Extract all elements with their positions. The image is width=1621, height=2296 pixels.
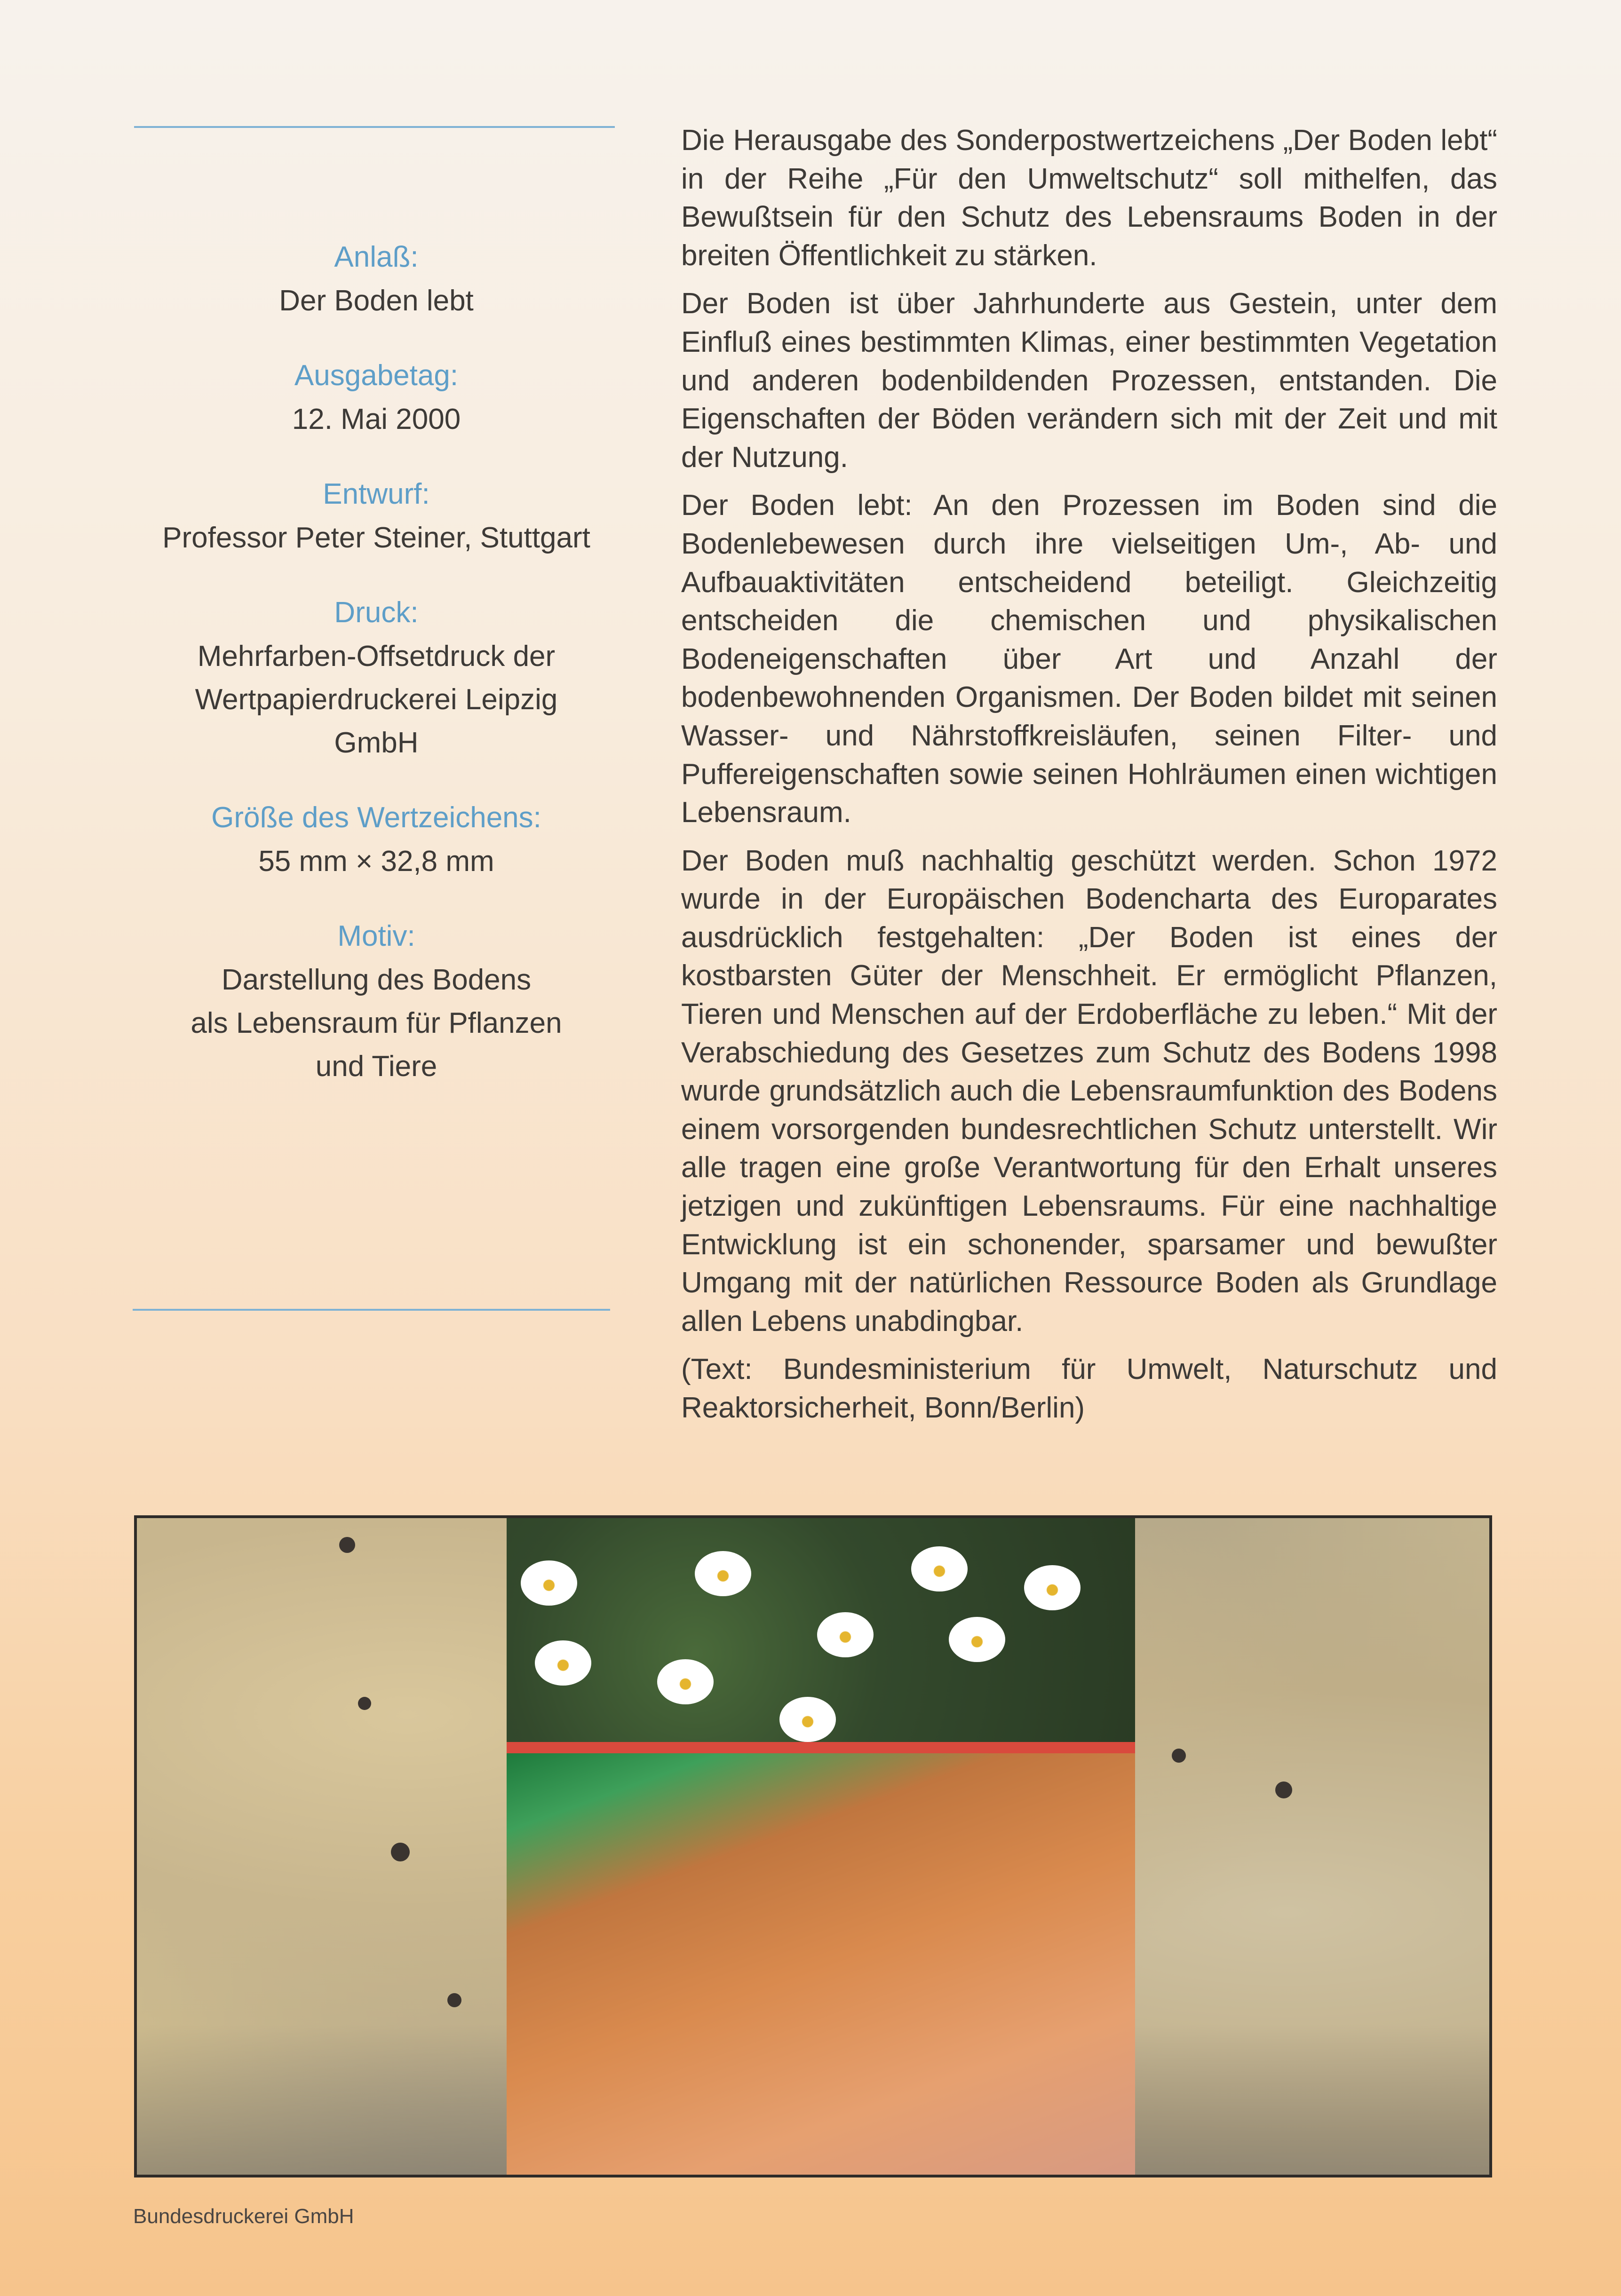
flower xyxy=(657,1659,714,1704)
detail-value: und Tiere xyxy=(315,1050,437,1083)
paragraph: Der Boden muß nachhaltig geschützt werden. Schon 1972 wurde in der Europäischen Bodencharta des Europarates ausdrücklich festgehalten: „Der Boden ist eines der kostbarsten Güter der Menschheit. Er ermöglicht Pflanzen, Tieren und Menschen auf der Erdoberfläche zu leben.“ Mit der Verabschiedung des Gesetzes zum Schutz des Bodens 1998 wurde grundsätzlich auch die Lebensraumfunktion des Bodens einem vorsorgenden bundesrechtlichen Schutz unterstellt. Wir alle tragen eine große Verantwortung für den Erhalt unseres jetzigen und zukünftigen Lebensraums. Für eine nachhaltige Entwicklung ist ein schonender, sparsamer und bewußter Umgang mit der natürlichen Ressource Boden als Grundlage allen Lebens unabdingbar. xyxy=(681,844,1497,1338)
detail-value: Professor Peter Steiner, Stuttgart xyxy=(162,522,590,554)
detail-value: als Lebensraum für Pflanzen xyxy=(191,1007,562,1039)
stamp-artwork xyxy=(134,1515,1492,2177)
detail-groesse xyxy=(113,796,640,883)
top-divider xyxy=(134,126,615,128)
flower xyxy=(535,1640,591,1686)
detail-value: Mehrfarben-Offsetdruck der xyxy=(197,640,556,673)
article-body xyxy=(681,121,1497,1437)
flower xyxy=(779,1697,836,1742)
detail-entwurf xyxy=(113,472,640,560)
stamp-image xyxy=(507,1518,1135,2175)
detail-value: 55 mm × 32,8 mm xyxy=(258,845,494,878)
sidebar-details xyxy=(113,235,640,1119)
detail-value: GmbH xyxy=(334,727,419,759)
detail-label: Anlaß: xyxy=(334,241,419,273)
flower xyxy=(949,1617,1005,1662)
detail-value: Darstellung des Bodens xyxy=(221,964,532,996)
detail-value: Der Boden lebt xyxy=(279,285,474,317)
ink-blot xyxy=(339,1537,355,1553)
detail-label: Druck: xyxy=(334,596,419,629)
detail-label: Größe des Wertzeichens: xyxy=(211,801,541,834)
paragraph: Die Herausgabe des Sonderpostwertzeichens „Der Boden lebt“ in der Reihe „Für den Umweltschutz“ soll mithelfen, das Bewußtsein für den Schutz des Lebensraums Boden in der breiten Öffentlichkeit zu stärken. xyxy=(681,124,1497,272)
soil-cross-section xyxy=(507,1753,1135,2175)
flower xyxy=(817,1612,874,1657)
detail-label: Motiv: xyxy=(337,920,415,952)
printer-credit: Bundesdruckerei GmbH xyxy=(133,2205,354,2228)
flower-meadow xyxy=(507,1518,1135,1744)
flower xyxy=(1024,1565,1081,1610)
paragraph: Der Boden ist über Jahrhunderte aus Gestein, unter dem Einfluß eines bestimmten Klimas, einer bestimmten Vegetation und anderen bodenbildenden Prozessen, entstanden. Die Eigenschaften der Böden verändern sich mit der Zeit und mit der Nutzung. xyxy=(681,287,1497,474)
detail-label: Ausgabetag: xyxy=(294,359,459,392)
detail-value: Wertpapierdruckerei Leipzig xyxy=(195,683,558,716)
detail-motiv xyxy=(113,914,640,1088)
flower xyxy=(695,1551,751,1596)
ink-blot xyxy=(1275,1781,1292,1798)
detail-druck xyxy=(113,591,640,765)
ink-blot xyxy=(391,1843,410,1861)
text-source-credit: (Text: Bundesministerium für Umwelt, Naturschutz und Reaktorsicherheit, Bonn/Berlin) xyxy=(681,1353,1497,1424)
detail-anlass xyxy=(113,235,640,323)
stamp-red-divider xyxy=(507,1742,1135,1753)
ink-blot xyxy=(358,1697,371,1710)
flower xyxy=(521,1560,577,1606)
bottom-divider xyxy=(133,1309,610,1311)
detail-ausgabetag xyxy=(113,354,640,441)
detail-label: Entwurf: xyxy=(323,478,430,510)
ink-blot xyxy=(1172,1749,1186,1763)
detail-value: 12. Mai 2000 xyxy=(292,403,461,435)
paragraph: Der Boden lebt: An den Prozessen im Boden sind die Bodenlebewesen durch ihre vielseitigen Um-, Ab- und Aufbauaktivitäten entscheidend beteiligt. Gleichzeitig entscheiden die chemischen und physikalischen Bodeneigenschaften über Art und Anzahl der bodenbewohnenden Organismen. Der Boden bildet mit seinen Wasser- und Nährstoffkreisläufen, seinen Filter- und Puffereigenschaften sowie seinen Hohlräumen einen wichtigen Lebensraum. xyxy=(681,489,1497,829)
ink-blot xyxy=(447,1993,461,2007)
flower xyxy=(911,1546,968,1591)
